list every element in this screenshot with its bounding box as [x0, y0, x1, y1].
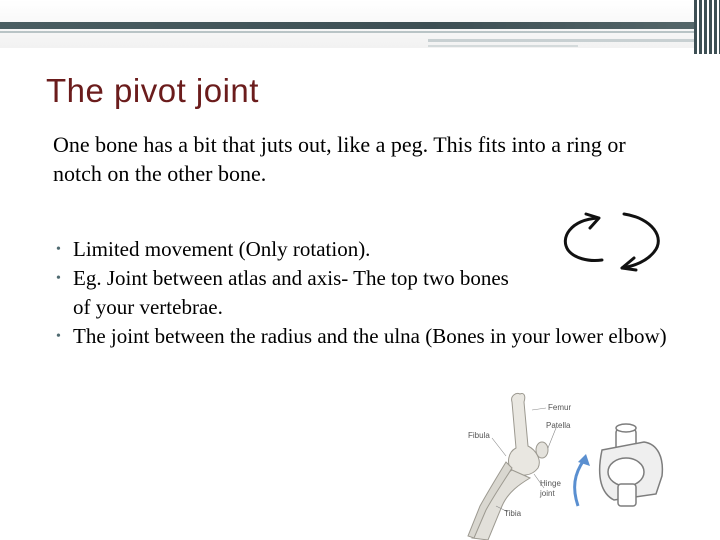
label-femur: Femur — [548, 403, 572, 412]
corner-stripes — [694, 0, 720, 54]
bullet-item — [0, 264, 513, 322]
rotation-arrow-blue — [575, 460, 584, 506]
patella-bone — [536, 442, 548, 458]
rotation-arrows-icon — [556, 208, 668, 274]
bullet-dot: • — [56, 242, 61, 257]
label-hinge-1: Hinge — [540, 479, 561, 488]
label-patella: Patella — [546, 421, 571, 430]
top-accent-line-1 — [428, 39, 720, 42]
bullet-dot: • — [56, 329, 61, 344]
slide-title: The pivot joint — [46, 72, 259, 109]
knee-hinge-joint-diagram — [466, 388, 720, 540]
pivot-model-peg-top — [616, 424, 636, 432]
label-tibia: Tibia — [504, 509, 522, 518]
label-hinge-2: joint — [540, 489, 555, 498]
bullet-item — [0, 322, 683, 351]
top-thin-line — [0, 31, 720, 33]
bullet-text: Eg. Joint between atlas and axis- The top two bones of your vertebrae. — [73, 266, 509, 319]
arrow-right-arc — [622, 214, 658, 268]
arrow-left-arc — [565, 218, 602, 261]
top-decor-bar — [0, 0, 720, 48]
intro-paragraph: One bone has a bit that juts out, like a peg. This fits into a ring or notch on the other bone. — [53, 132, 626, 186]
bullet-text: Limited movement (Only rotation). — [73, 237, 371, 261]
femur-bone — [509, 393, 540, 475]
label-fibula: Fibula — [468, 431, 490, 440]
bullet-dot: • — [56, 271, 61, 286]
pivot-model-ring — [608, 458, 644, 486]
top-accent-line-2 — [428, 45, 578, 47]
bullet-text: The joint between the radius and the ulna (Bones in your lower elbow) — [73, 324, 667, 348]
top-dark-line — [0, 22, 720, 29]
pivot-model-base — [618, 484, 636, 506]
